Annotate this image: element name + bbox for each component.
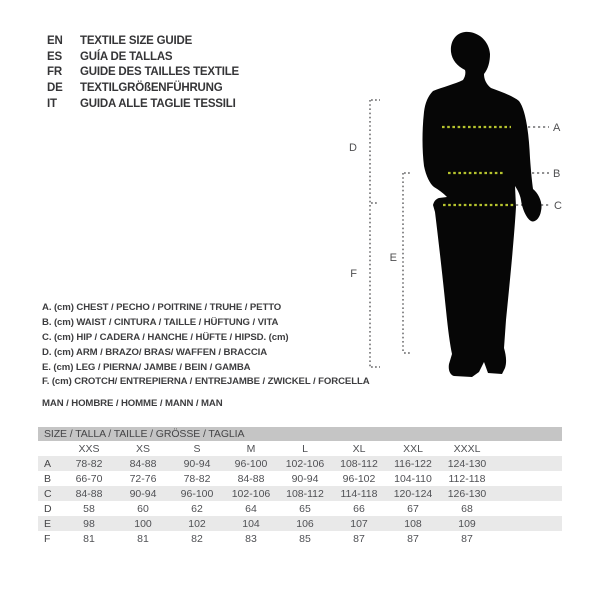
title-row-de bbox=[47, 80, 239, 96]
lang-code-en: EN bbox=[47, 34, 63, 47]
lang-code-it: IT bbox=[47, 97, 57, 110]
cell-c-xxs: 84-88 bbox=[75, 487, 103, 500]
marker-label-c: C bbox=[554, 200, 562, 212]
title-text-en: TEXTILE SIZE GUIDE bbox=[80, 34, 193, 47]
title-text-de: TEXTILGRÖßENFÜHRUNG bbox=[80, 81, 223, 94]
cell-f-xxxl: 87 bbox=[461, 532, 473, 545]
legend-line-e: E. (cm) LEG / PIERNA/ JAMBE / BEIN / GAMBA bbox=[42, 361, 251, 373]
lang-code-de: DE bbox=[47, 81, 63, 94]
row-label-e: E bbox=[44, 517, 52, 530]
cell-b-xs: 72-76 bbox=[129, 472, 157, 485]
filler-cell bbox=[494, 531, 562, 546]
marker-label-e: E bbox=[389, 252, 397, 264]
cell-c-xxxl: 126-130 bbox=[447, 487, 487, 500]
lang-code-fr: FR bbox=[47, 66, 62, 79]
cell-f-xxs: 81 bbox=[83, 532, 95, 545]
legend-line-c: C. (cm) HIP / CADERA / HANCHE / HÜFTE / HIPSD. (cm) bbox=[42, 331, 289, 343]
cell-e-xxs: 98 bbox=[83, 517, 95, 530]
legend-line-b: B. (cm) WAIST / CINTURA / TAILLE / HÜFTUNG / VITA bbox=[42, 316, 279, 328]
cell-b-s: 78-82 bbox=[183, 472, 211, 485]
cell-a-xs: 84-88 bbox=[129, 457, 157, 470]
table-row-d bbox=[38, 501, 562, 516]
marker-label-d: D bbox=[349, 142, 357, 154]
cell-d-xs: 60 bbox=[137, 502, 149, 515]
col-header-xxxl: XXXL bbox=[453, 442, 481, 455]
cell-d-xxl: 67 bbox=[407, 502, 419, 515]
cell-a-l: 102-106 bbox=[285, 457, 325, 470]
cell-f-s: 82 bbox=[191, 532, 203, 545]
col-header-xxs: XXS bbox=[78, 442, 100, 455]
filler-cell bbox=[494, 486, 562, 501]
size-table-section bbox=[38, 427, 562, 546]
title-row-en bbox=[47, 33, 239, 49]
filler-cell bbox=[494, 441, 562, 456]
cell-a-xl: 108-112 bbox=[340, 457, 378, 470]
cell-a-xxxl: 124-130 bbox=[447, 457, 487, 470]
cell-d-s: 62 bbox=[191, 502, 203, 515]
cell-b-xxxl: 112-118 bbox=[448, 472, 486, 485]
cell-c-m: 102-106 bbox=[231, 487, 271, 500]
cell-b-m: 84-88 bbox=[237, 472, 265, 485]
size-table bbox=[38, 441, 562, 546]
col-header-s: S bbox=[193, 442, 201, 455]
cell-d-xl: 66 bbox=[353, 502, 365, 515]
filler-cell bbox=[494, 516, 562, 531]
col-header-l: L bbox=[302, 442, 308, 455]
cell-b-xxl: 104-110 bbox=[394, 472, 432, 485]
cell-c-xs: 90-94 bbox=[129, 487, 157, 500]
col-header-m: M bbox=[246, 442, 256, 455]
cell-f-xl: 87 bbox=[353, 532, 365, 545]
cell-b-l: 90-94 bbox=[291, 472, 319, 485]
man-silhouette bbox=[423, 32, 542, 377]
table-row-a bbox=[38, 456, 562, 471]
cell-a-xxs: 78-82 bbox=[75, 457, 103, 470]
title-text-es: GUÍA DE TALLAS bbox=[80, 50, 173, 63]
col-header-xs: XS bbox=[135, 442, 150, 455]
cell-e-m: 104 bbox=[242, 517, 260, 530]
size-table-title: SIZE / TALLA / TAILLE / GRÖSSE / TAGLIA bbox=[38, 427, 562, 441]
cell-c-s: 96-100 bbox=[180, 487, 214, 500]
col-header-xl: XL bbox=[352, 442, 366, 455]
gender-line: MAN / HOMBRE / HOMME / MANN / MAN bbox=[42, 398, 223, 410]
title-row-es bbox=[47, 49, 239, 65]
table-row-f bbox=[38, 531, 562, 546]
filler-cell bbox=[494, 456, 562, 471]
cell-f-xs: 81 bbox=[137, 532, 149, 545]
cell-d-m: 64 bbox=[245, 502, 257, 515]
cell-e-xxxl: 109 bbox=[458, 517, 476, 530]
row-label-f: F bbox=[44, 532, 51, 545]
cell-e-xxl: 108 bbox=[404, 517, 422, 530]
cell-d-l: 65 bbox=[299, 502, 311, 515]
title-text-it: GUIDA ALLE TAGLIE TESSILI bbox=[80, 97, 236, 110]
cell-a-m: 96-100 bbox=[234, 457, 268, 470]
marker-label-a: A bbox=[553, 122, 561, 134]
cell-e-xl: 107 bbox=[350, 517, 368, 530]
title-row-it bbox=[47, 96, 239, 112]
cell-a-xxl: 116-122 bbox=[394, 457, 432, 470]
cell-f-m: 83 bbox=[245, 532, 257, 545]
marker-label-f: F bbox=[350, 268, 357, 280]
cell-e-l: 106 bbox=[296, 517, 314, 530]
cell-d-xxxl: 68 bbox=[461, 502, 473, 515]
title-text-fr: GUIDE DES TAILLES TEXTILE bbox=[80, 66, 239, 79]
cell-a-s: 90-94 bbox=[183, 457, 211, 470]
marker-label-b: B bbox=[553, 168, 561, 180]
size-table-header-row bbox=[38, 441, 562, 456]
filler-cell bbox=[494, 501, 562, 516]
row-label-c: C bbox=[44, 487, 52, 500]
table-row-e bbox=[38, 516, 562, 531]
title-row-fr bbox=[47, 64, 239, 80]
cell-b-xxs: 66-70 bbox=[75, 472, 103, 485]
title-block bbox=[47, 33, 239, 111]
table-row-c bbox=[38, 486, 562, 501]
cell-d-xxs: 58 bbox=[83, 502, 95, 515]
cell-f-xxl: 87 bbox=[407, 532, 419, 545]
legend-line-d: D. (cm) ARM / BRAZO/ BRAS/ WAFFEN / BRACCIA bbox=[42, 346, 268, 358]
row-label-a: A bbox=[44, 457, 52, 470]
row-label-d: D bbox=[44, 502, 52, 515]
cell-b-xl: 96-102 bbox=[342, 472, 376, 485]
cell-e-s: 102 bbox=[188, 517, 206, 530]
legend-line-a: A. (cm) CHEST / PECHO / POITRINE / TRUHE / PETTO bbox=[42, 301, 282, 313]
cell-c-l: 108-112 bbox=[286, 487, 324, 500]
cell-e-xs: 100 bbox=[134, 517, 152, 530]
cell-c-xxl: 120-124 bbox=[393, 487, 433, 500]
row-label-b: B bbox=[44, 472, 52, 485]
filler-cell bbox=[494, 471, 562, 486]
col-header-xxl: XXL bbox=[403, 442, 423, 455]
corner-cell bbox=[38, 441, 62, 456]
table-row-b bbox=[38, 471, 562, 486]
cell-c-xl: 114-118 bbox=[340, 487, 378, 500]
lang-code-es: ES bbox=[47, 50, 62, 63]
legend-line-f: F. (cm) CROTCH/ ENTREPIERNA / ENTREJAMBE / ZWICKEL / FORCELLA bbox=[42, 376, 370, 388]
cell-f-l: 85 bbox=[299, 532, 311, 545]
measurement-legend bbox=[42, 300, 370, 411]
